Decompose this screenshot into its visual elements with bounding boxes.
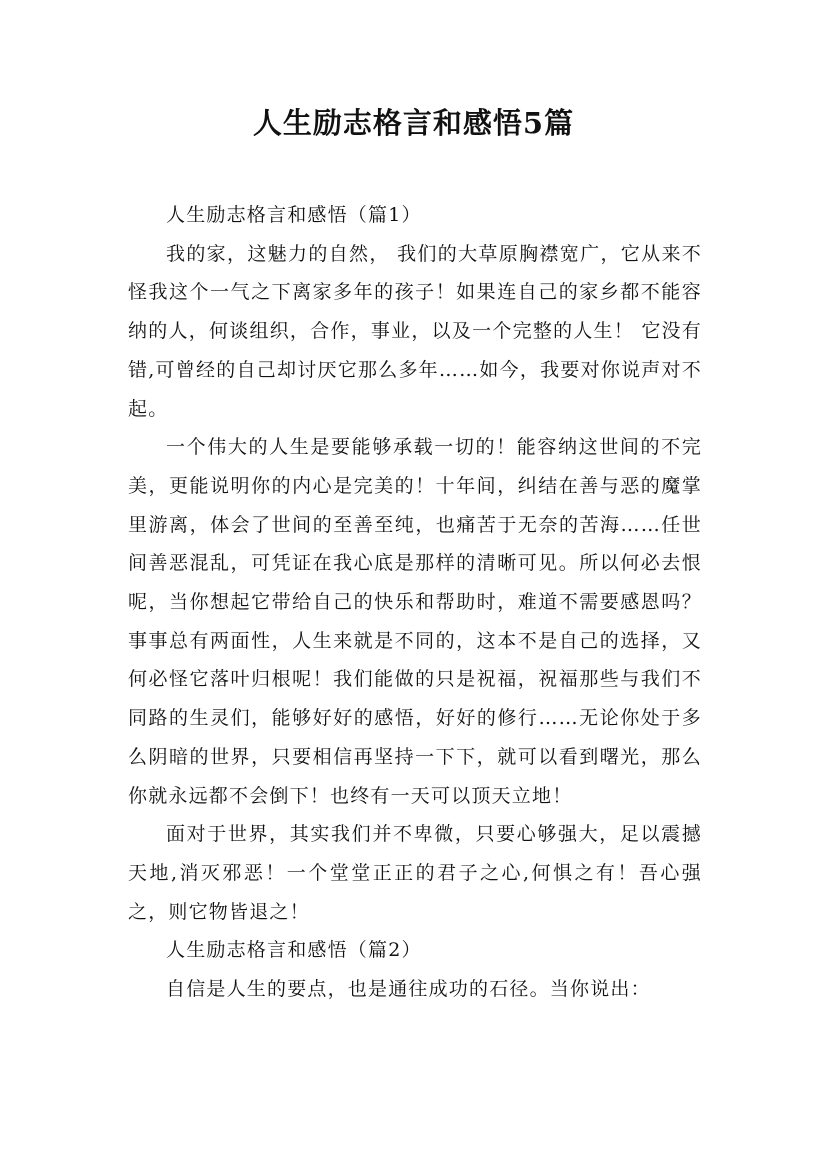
section-heading-2: 人生励志格言和感悟（篇2） bbox=[166, 939, 422, 962]
paragraph: 一个伟大的人生是要能够承载一切的！能容纳这世间的不完美，更能说明你的内心是完美的！十年间，纠结在善与恶的魔掌里游离，体会了世间的至善至纯，也痛苦于无奈的苦海……任世间善恶混乱，可凭证在我心底是那样的清晰可见。所以何必去恨呢，当你想起它带给自己的快乐和帮助时，难道不需要感恩吗？事事总有两面性，人生来就是不同的，这本不是自己的选择，又何必怪它落叶归根呢！我们能做的只是祝福，祝福那些与我们不同路的生灵们，能够好好的感悟，好好的修行……无论你处于多么阴暗的世界，只要相信再坚持一下下，就可以看到曙光，那么你就永远都不会倒下！也终有一天可以顶天立地！ bbox=[128, 436, 702, 807]
paragraph: 面对于世界，其实我们并不卑微，只要心够强大，足以震撼天地,消灭邪恶！一个堂堂正正的君子之心,何惧之有！吾心强之，则它物皆退之！ bbox=[128, 823, 702, 923]
paragraph: 我的家，这魅力的自然， 我们的大草原胸襟宽广，它从来不怪我这个一气之下离家多年的孩子！如果连自己的家乡都不能容纳的人，何谈组织，合作，事业，以及一个完整的人生！ 它没有错,可曾经的自己却讨厌它那么多年……如今，我要对你说声对不起。 bbox=[128, 242, 702, 420]
document-title: 人生励志格言和感悟5篇 bbox=[252, 106, 575, 140]
document-body bbox=[128, 196, 702, 1009]
paragraph: 自信是人生的要点，也是通往成功的石径。当你说出： bbox=[166, 978, 651, 1001]
section-heading-1: 人生励志格言和感悟（篇1） bbox=[166, 204, 422, 226]
